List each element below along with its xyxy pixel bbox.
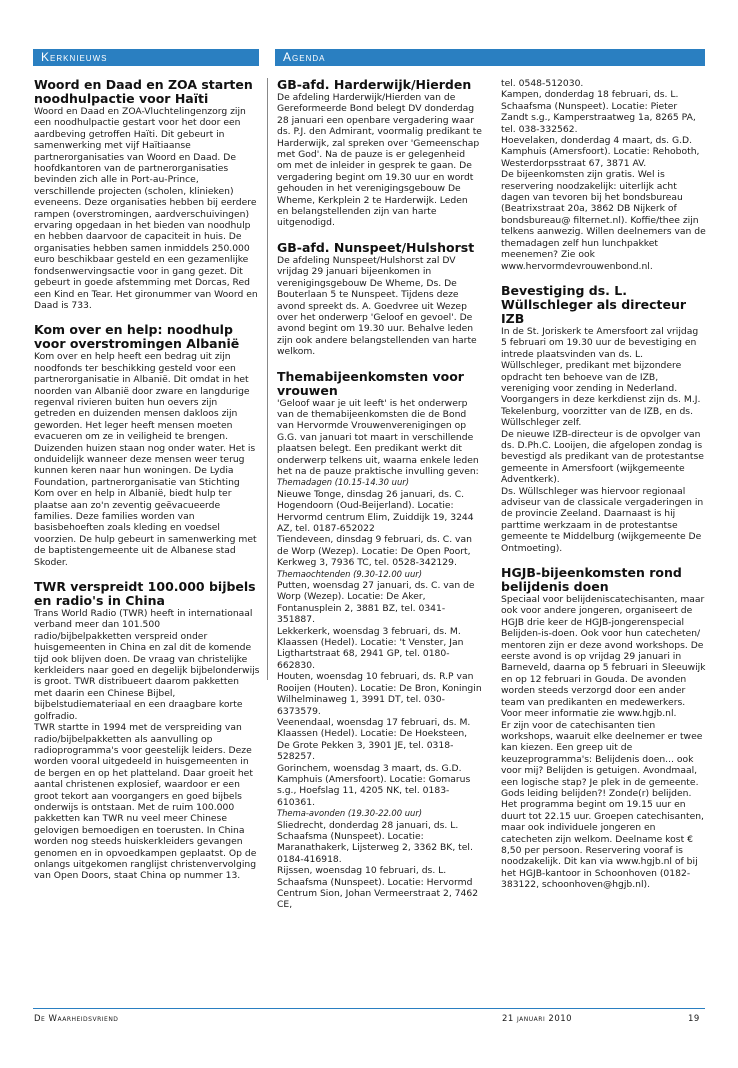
article-paragraph: De nieuwe IZB-directeur is de opvolger van ds. D.Ph.C. Looijen, die afgelopen zondag is bevestigd als predikant van de protestantse gemeente in Amersfoort (wijkgemeente Adventkerk). [501, 428, 704, 486]
article-paragraph: Rijssen, woensdag 10 februari, ds. L. Schaafsma (Nunspeet). Locatie: Hervormd Centrum Sion, Johan Vermeerstraat 2, 7462 CE, [277, 865, 479, 911]
session-type-heading: Thema-avonden (19.30-22.00 uur) [277, 808, 423, 819]
article-paragraph: Ds. Wüllschleger was hiervoor regionaal adviseur van de classicale vergaderingen in de provincie Zeeland. Daarnaast is hij parttime werkzaam in de protestantse gemeente te Middelburg (wijkgemeente De Ontmoeting). [501, 485, 704, 554]
article [34, 323, 260, 568]
article-title: Themabijeenkomsten voor vrouwen [277, 368, 464, 398]
article [277, 370, 482, 911]
article-paragraph: Speciaal voor belijdeniscatechisanten, maar ook voor andere jongeren, organiseert de HGJB drie keer de HGJB-jongerenspecial Belijden-is-doen. Ook voor hun catecheten/ mentoren zijn er deze avond workshops. De eerste avond is op vrijdag 29 januari in Barneveld, daarna op 5 februari in Sleeuwijk en op 12 februari in Gouda. De avonden worden steeds verzorgd door een ander team van predikanten en medewerkers. Voor meer informatie zie www.hgjb.nl. [501, 594, 706, 720]
article-paragraph: De bijeenkomsten zijn gratis. Wel is reservering noodzakelijk: uiterlijk acht dagen van tevoren bij het bondsbureau (Beatrixstraat 20a, 3862 DB Nijkerk of bondsbureau@ filternet.nl). Koffie/thee zijn telkens aanwezig. Willen deelnemers van de themadagen zelf hun lunchpakket meenemen? Zie ook www.hervormdevrouwenbond.nl. [501, 169, 706, 272]
article [277, 78, 482, 229]
article-paragraph: Tiendeveen, dinsdag 9 februari, ds. C. van de Worp (Wezep). Locatie: De Open Poort, Kerkweg 3, 7936 TC, tel. 0528-342129. [277, 534, 472, 569]
article-title: Kom over en help: noodhulp voor overstromingen Albanië [34, 322, 240, 352]
article-paragraph: tel. 0548-512030. [501, 78, 584, 89]
article-title: Woord en Daad en ZOA starten noodhulpactie voor Haïti [34, 77, 253, 106]
article-title: TWR verspreidt 100.000 bijbels en radio's in China [34, 579, 256, 609]
article-paragraph: In de St. Joriskerk te Amersfoort zal vrijdag 5 februari om 19.30 uur de bevestiging en intrede plaatsvinden van ds. L. Wüllschleger, predikant met bijzondere opdracht ten behoeve van de IZB, vereniging voor zending in Nederland. Voorgangers in deze kerkdienst zijn ds. M.J. Tekelenburg, voorzitter van de IZB, en ds. Wüllschleger zelf. [501, 325, 701, 429]
article-paragraph: Veenendaal, woensdag 17 februari, ds. M. Klaassen (Hedel). Locatie: De Hoeksteen, De Grote Pekken 3, 3901 JE, tel. 0318-528257. [277, 716, 471, 763]
agenda-column-1 [277, 78, 482, 923]
article-title: HGJB-bijeenkomsten rond belijdenis doen [501, 565, 682, 595]
article-paragraph: Lekkerkerk, woensdag 3 februari, ds. M. Klaassen (Hedel). Locatie: 't Venster, Jan Ligthartstraat 68, 2941 GP, tel. 0180-662830. [277, 625, 464, 671]
footer-page-number: 19 [688, 1014, 700, 1024]
article [501, 78, 706, 272]
article-paragraph: Er zijn voor de catechisanten tien workshops, waaruit elke deelnemer er twee kan kiezen. Een greep uit de keuzeprogramma's: Belijdenis doen... ook voor mij? Belijden is getuigen. Avondmaal, een logische stap? Je plek in de gemeente. Gods leiding belijden?! Zonde(r) belijden. [501, 719, 703, 799]
footer-publication: De Waarheidsvriend [34, 1014, 119, 1024]
footer-date: 21 januari 2010 [502, 1014, 573, 1024]
section-header-kerknieuws: Kerknieuws [33, 49, 259, 66]
article-title: GB-afd. Harderwijk/Hierden [277, 77, 472, 92]
article [501, 284, 706, 554]
article-paragraph: De afdeling Nunspeet/Hulshorst zal DV vrijdag 29 januari bijeenkomen in verenigingsgebouw De Wheme, Ds. De Bouterlaan 5 te Nunspeet. Tijdens deze avond spreekt ds. A. Goedvree uit Wezep over het onderwerp 'Geloof en gevoel'. De avond begint om 19.30 uur. Behalve leden zijn ook andere belangstellenden van harte welkom. [277, 254, 477, 358]
article [277, 241, 482, 358]
article-paragraph: Het programma begint om 19.15 uur en duurt tot 22.15 uur. Groepen catechisanten, maar ook individuele jongeren en catecheten zijn welkom. Deelname kost € 8,50 per persoon. Reservering vooraf is noodzakelijk. Dit kan via www.hgjb.nl of bij het HGJB-kantoor in Schoonhoven (0182-383122, schoonhoven@hgjb.nl). [501, 799, 704, 891]
session-type-heading: Themadagen (10.15-14.30 uur) [277, 477, 409, 488]
article-paragraph: De afdeling Harderwijk/Hierden van de Gereformeerde Bond belegt DV donderdag 28 januari een openbare vergadering waar ds. P.J. den Admirant, voormalig predikant te Harderwijk, zal spreken over 'Gemeenschap met God'. Na de pauze is er gelegenheid om met de inleider in gesprek te gaan. De vergadering begint om 19.30 uur en wordt gehouden in het verenigingsgebouw De Wheme, Kerkplein 2 te Harderwijk. Leden en belangstellenden zijn van harte uitgenodigd. [277, 92, 482, 229]
section-header-agenda: Agenda [275, 49, 705, 66]
article-paragraph: Hoevelaken, donderdag 4 maart, ds. G.D. Kamphuis (Amersfoort). Locatie: Rehoboth, Westerdorpsstraat 67, 3871 AV. [501, 135, 700, 169]
article-paragraph: Houten, woensdag 10 februari, ds. R.P van Rooijen (Houten). Locatie: De Bron, Koningin Wilhelminaweg 1, 3991 DT, tel. 030-6373579. [277, 671, 482, 717]
article-paragraph: Woord en Daad en ZOA-Vluchtelingenzorg zijn een noodhulpactie gestart voor het door een aardbeving getroffen Haïti. Dit gebeurt in samenwerking met vijf Haïtiaanse partnerorganisaties van Woord en Daad. De hoofdkantoren van de partnerorganisaties bevinden zich alle in Port-au-Prince, verschillende projecten (scholen, klinieken) eveneens. Deze organisaties hebben bij eerdere rampen (overstromingen, aardverschuivingen) ervaring opgedaan in het bieden van noodhulp en hebben daarvoor de capaciteit in huis. De organisaties hebben samen inmiddels 250.000 euro beschikbaar gesteld en een gezamenlijke fondsenwervingsactie voor in gang gezet. Dit gebeurt in goede afstemming met Dorcas, Red een Kind en Tear. Het gironummer van Woord en Daad is 733. [34, 106, 258, 311]
footer-rule [33, 1008, 705, 1009]
article-paragraph: Gorinchem, woensdag 3 maart, ds. G.D. Kamphuis (Amersfoort). Locatie: Gomarus s.g., Hoefslag 11, 4205 NK, tel. 0183-610361. [277, 762, 471, 808]
column-divider [267, 78, 268, 680]
article-paragraph: Sliedrecht, donderdag 28 januari, ds. L. Schaafsma (Nunspeet). Locatie: Maranathakerk, Lijsterweg 2, 3362 BK, tel. 0184-416918. [277, 819, 473, 865]
article-title: Bevestiging ds. L. Wüllschleger als directeur IZB [501, 282, 687, 326]
article-paragraph: Kom over en help heeft een bedrag uit zijn noodfonds ter beschikking gesteld voor een partnerorganisatie in Albanië. Dit omdat in het noorden van Albanië door zware en langdurige regenval rivieren buiten hun oevers zijn getreden en duizenden mensen dakloos zijn geworden. Het leger heeft mensen moeten evacueren om ze in veiligheid te brengen. Duizenden huizen staan nog onder water. Het is onduidelijk wanneer deze mensen weer terug kunnen keren naar hun woningen. De Lydia Foundation, partnerorganisatie van Stichting Kom over en help in Albanië, biedt hulp ter plaatse aan zo'n zeventig geëvacueerde families. Deze families worden van basisbehoeften zoals kleding en voedsel voorzien. De hulp gebeurt in samenwerking met de baptistengemeente uit de Albanese stad Skoder. [34, 351, 257, 568]
article [34, 78, 260, 311]
agenda-column-2 [501, 78, 706, 903]
article-paragraph: TWR startte in 1994 met de verspreiding van radio/bijbelpakketten als aanvulling op radioprogramma's voor geestelijk leiders. Deze worden vooral uitgedeeld in huisgemeenten in de bergen en op het platteland. Daar groeit het aantal christenen explosief, waardoor er een groot tekort aan voorgangers en goed bijbels onderwijs is ontstaan. Met de ruim 100.000 pakketten kan TWR nu veel meer Chinese gelovigen bemoedigen en toerusten. In China worden nog steeds huiskerkleiders gevangen genomen en in opvoedkampen geplaatst. Op de onlangs uitgekomen ranglijst christenvervolging van Open Doors, staat China op nummer 13. [34, 722, 257, 882]
article [501, 566, 706, 891]
article-paragraph: Nieuwe Tonge, dinsdag 26 januari, ds. C. Hogendoorn (Oud-Beijerland). Locatie: Hervormd centrum Elim, Zuiddijk 19, 3244 AZ, tel. 0187-652022 [277, 488, 474, 534]
article-paragraph: Putten, woensdag 27 januari, ds. C. van de Worp (Wezep). Locatie: De Aker, Fontanusplein 2, 3881 BZ, tel. 0341-351887. [277, 580, 475, 626]
article [34, 580, 260, 882]
article-paragraph: Trans World Radio (TWR) heeft in internationaal verband meer dan 101.500 radio/bijbelpakketten verspreid onder huisgemeenten in China en zal dit de komende tijd ook blijven doen. De vraag van christelijke kerkleiders naar goed en degelijk bijbelonderwijs is groot. TWR distribueert daarom pakketten met daarin een Chinese Bijbel, bijbelstudiemateriaal en een draagbare korte golfradio. [34, 608, 260, 722]
kerknieuws-column [34, 78, 260, 894]
session-type-heading: Themaochtenden (9.30-12.00 uur) [277, 568, 422, 579]
article-paragraph: 'Geloof waar je uit leeft' is het onderwerp van de themabijeenkomsten die de Bond van Hervormde Vrouwenverenigingen op G.G. van januari tot maart in verschillende plaatsen belegt. Een predikant werkt dit onderwerp telkens uit, waarna enkele leden het na de pauze praktische invulling geven: [277, 397, 479, 477]
article-title: GB-afd. Nunspeet/Hulshorst [277, 239, 475, 255]
article-paragraph: Kampen, donderdag 18 februari, ds. L. Schaafsma (Nunspeet). Locatie: Pieter Zandt s.g., Kamperstraatweg 1a, 8265 PA, tel. 038-332562. [501, 89, 696, 135]
